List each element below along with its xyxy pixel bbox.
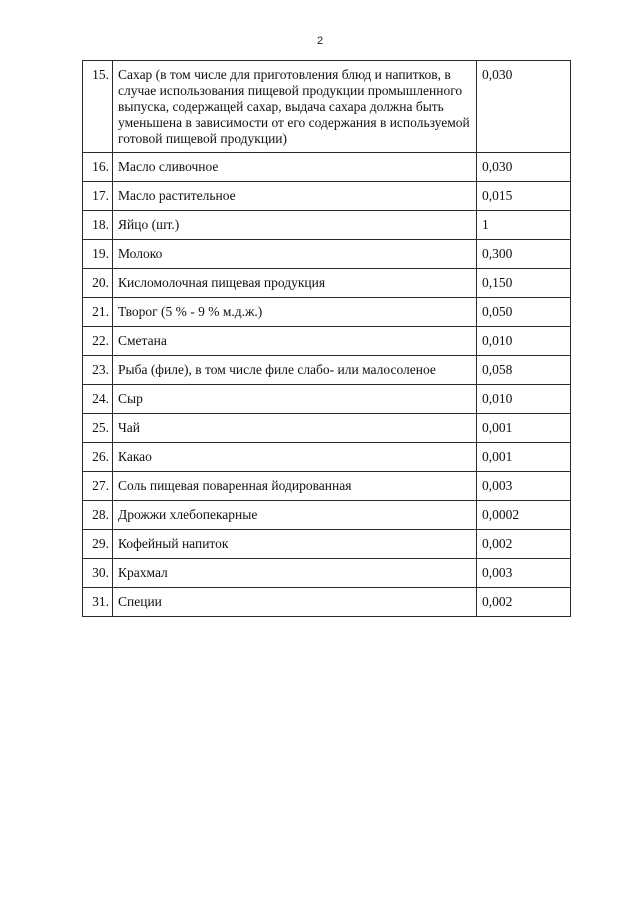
norm-value: 0,003 — [477, 472, 571, 501]
row-number: 23. — [83, 356, 113, 385]
row-number: 28. — [83, 501, 113, 530]
row-number: 25. — [83, 414, 113, 443]
table-row — [83, 153, 571, 182]
row-number: 19. — [83, 240, 113, 269]
row-number: 26. — [83, 443, 113, 472]
row-number: 29. — [83, 530, 113, 559]
product-name: Кофейный напиток — [113, 530, 477, 559]
norm-value: 0,010 — [477, 327, 571, 356]
product-name: Дрожжи хлебопекарные — [113, 501, 477, 530]
table-row — [83, 327, 571, 356]
norm-value: 0,0002 — [477, 501, 571, 530]
food-norms-table — [82, 60, 571, 617]
norm-value: 0,058 — [477, 356, 571, 385]
table-row — [83, 356, 571, 385]
table-row — [83, 240, 571, 269]
norm-value: 0,300 — [477, 240, 571, 269]
norm-value: 0,015 — [477, 182, 571, 211]
table-row — [83, 588, 571, 617]
table-row — [83, 269, 571, 298]
row-number: 16. — [83, 153, 113, 182]
page-number: 2 — [316, 35, 324, 47]
table-row — [83, 414, 571, 443]
product-name: Рыба (филе), в том числе филе слабо- или малосоленое — [113, 356, 477, 385]
product-name: Творог (5 % - 9 % м.д.ж.) — [113, 298, 477, 327]
norm-value: 0,003 — [477, 559, 571, 588]
table-row — [83, 472, 571, 501]
row-number: 17. — [83, 182, 113, 211]
product-name: Соль пищевая поваренная йодированная — [113, 472, 477, 501]
product-name: Масло сливочное — [113, 153, 477, 182]
row-number: 31. — [83, 588, 113, 617]
product-name: Яйцо (шт.) — [113, 211, 477, 240]
product-name: Кисломолочная пищевая продукция — [113, 269, 477, 298]
row-number: 20. — [83, 269, 113, 298]
norm-value: 0,002 — [477, 530, 571, 559]
table-row — [83, 501, 571, 530]
row-number: 27. — [83, 472, 113, 501]
norm-value: 0,010 — [477, 385, 571, 414]
row-number: 24. — [83, 385, 113, 414]
row-number: 21. — [83, 298, 113, 327]
table-row — [83, 182, 571, 211]
product-name: Крахмал — [113, 559, 477, 588]
product-name: Чай — [113, 414, 477, 443]
row-number: 15. — [83, 61, 113, 153]
table-row — [83, 530, 571, 559]
row-number: 22. — [83, 327, 113, 356]
norm-value: 1 — [477, 211, 571, 240]
norm-value: 0,150 — [477, 269, 571, 298]
product-name: Специи — [113, 588, 477, 617]
row-number: 18. — [83, 211, 113, 240]
table-row — [83, 443, 571, 472]
product-name: Сметана — [113, 327, 477, 356]
table-row — [83, 559, 571, 588]
product-name: Сахар (в том числе для приготовления блюд и напитков, в случае использования пищевой продукции промышленного выпуска, содержащей сахар, выдача сахара должна быть уменьшена в зависимости от его содержания в используемой готовой пищевой продукции) — [113, 61, 477, 153]
product-name: Масло растительное — [113, 182, 477, 211]
product-name: Сыр — [113, 385, 477, 414]
norm-value: 0,030 — [477, 61, 571, 153]
product-name: Какао — [113, 443, 477, 472]
norm-value: 0,001 — [477, 443, 571, 472]
product-name: Молоко — [113, 240, 477, 269]
norm-value: 0,030 — [477, 153, 571, 182]
norm-value: 0,001 — [477, 414, 571, 443]
norm-value: 0,002 — [477, 588, 571, 617]
table-row — [83, 385, 571, 414]
row-number: 30. — [83, 559, 113, 588]
table-row — [83, 211, 571, 240]
table-row — [83, 61, 571, 153]
norm-value: 0,050 — [477, 298, 571, 327]
table-row — [83, 298, 571, 327]
